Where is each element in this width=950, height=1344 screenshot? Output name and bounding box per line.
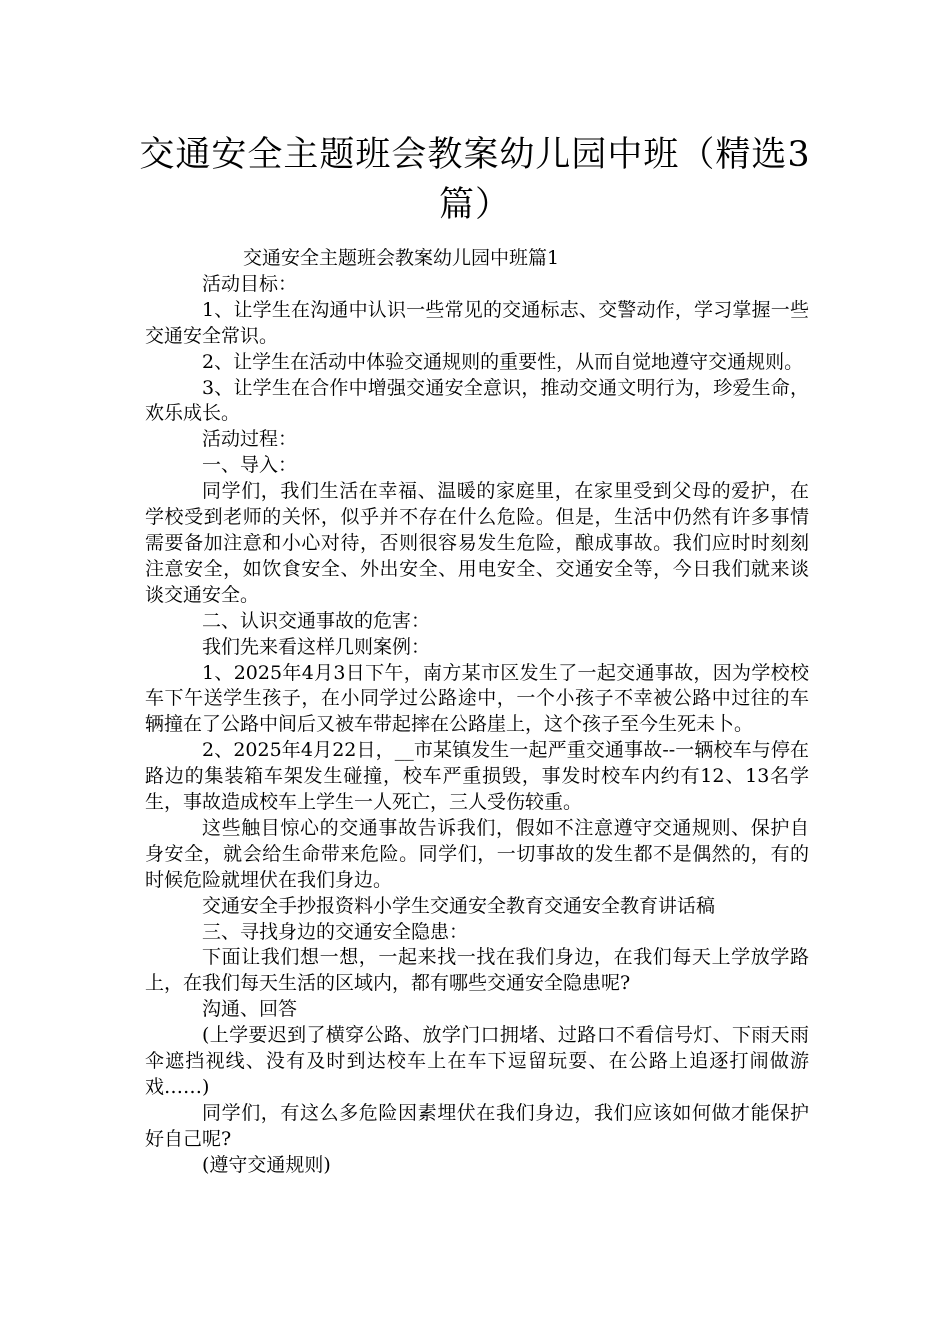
paragraph: 2、2025年4月22日，__市某镇发生一起严重交通事故--一辆校车与停在路边的集装箱车架发生碰撞，校车严重损毁，事发时校车内约有12、13名学生，事故造成校车上学生一人死亡，三人受伤较重。 — [145, 739, 809, 814]
paragraph: 同学们，有这么多危险因素埋伏在我们身边，我们应该如何做才能保护好自己呢? — [145, 1101, 809, 1150]
paragraph: 这些触目惊心的交通事故告诉我们，假如不注意遵守交通规则、保护自身安全，就会给生命带来危险。同学们，一切事故的发生都不是偶然的，有的时候危险就埋伏在我们身边。 — [145, 816, 809, 891]
document-title: 交通安全主题班会教案幼儿园中班（精选3篇） — [139, 135, 811, 225]
paragraph: (上学要迟到了横穿公路、放学门口拥堵、过路口不看信号灯、下雨天雨伞遮挡视线、没有及时到达校车上在车下逗留玩耍、在公路上追逐打闹做游戏……) — [145, 1024, 809, 1098]
paragraph: 活动目标： — [202, 272, 298, 295]
section-heading: 交通安全主题班会教案幼儿园中班篇1 — [243, 247, 560, 269]
paragraph: 1、让学生在沟通中认识一些常见的交通标志、交警动作，学习掌握一些交通安全常识。 — [145, 298, 809, 347]
paragraph: (遵守交通规则) — [202, 1153, 331, 1176]
paragraph: 一、导入： — [202, 454, 298, 477]
paragraph: 下面让我们想一想，一起来找一找在我们身边，在我们每天上学放学路上，在我们每天生活的区域内，都有哪些交通安全隐患呢? — [145, 946, 809, 995]
paragraph: 2、让学生在活动中体验交通规则的重要性，从而自觉地遵守交通规则。 — [202, 350, 804, 373]
paragraph: 3、让学生在合作中增强交通安全意识，推动交通文明行为，珍爱生命，欢乐成长。 — [145, 376, 809, 425]
paragraph: 活动过程： — [202, 428, 298, 451]
document-body — [145, 246, 809, 1179]
paragraph: 交通安全手抄报资料小学生交通安全教育交通安全教育讲话稿 — [202, 894, 716, 917]
paragraph: 同学们，我们生活在幸福、温暖的家庭里，在家里受到父母的爱护，在学校受到老师的关怀，似乎并不存在什么危险。但是，生活中仍然有许多事情需要备加注意和小心对待，否则很容易发生危险，酿成事故。我们应时时刻刻注意安全，如饮食安全、外出安全、用电安全、交通安全等，今日我们就来谈谈交通安全。 — [145, 480, 809, 606]
paragraph: 1、2025年4月3日下午，南方某市区发生了一起交通事故，因为学校校车下午送学生孩子，在小同学过公路途中，一个小孩子不幸被公路中过往的车辆撞在了公路中间后又被车带起摔在公路崖上，这个孩子至今生死未卜。 — [145, 661, 809, 736]
paragraph: 二、认识交通事故的危害： — [202, 609, 431, 632]
paragraph: 沟通、回答 — [202, 998, 298, 1021]
paragraph: 我们先来看这样几则案例： — [202, 635, 431, 658]
paragraph: 三、寻找身边的交通安全隐患： — [202, 920, 469, 943]
